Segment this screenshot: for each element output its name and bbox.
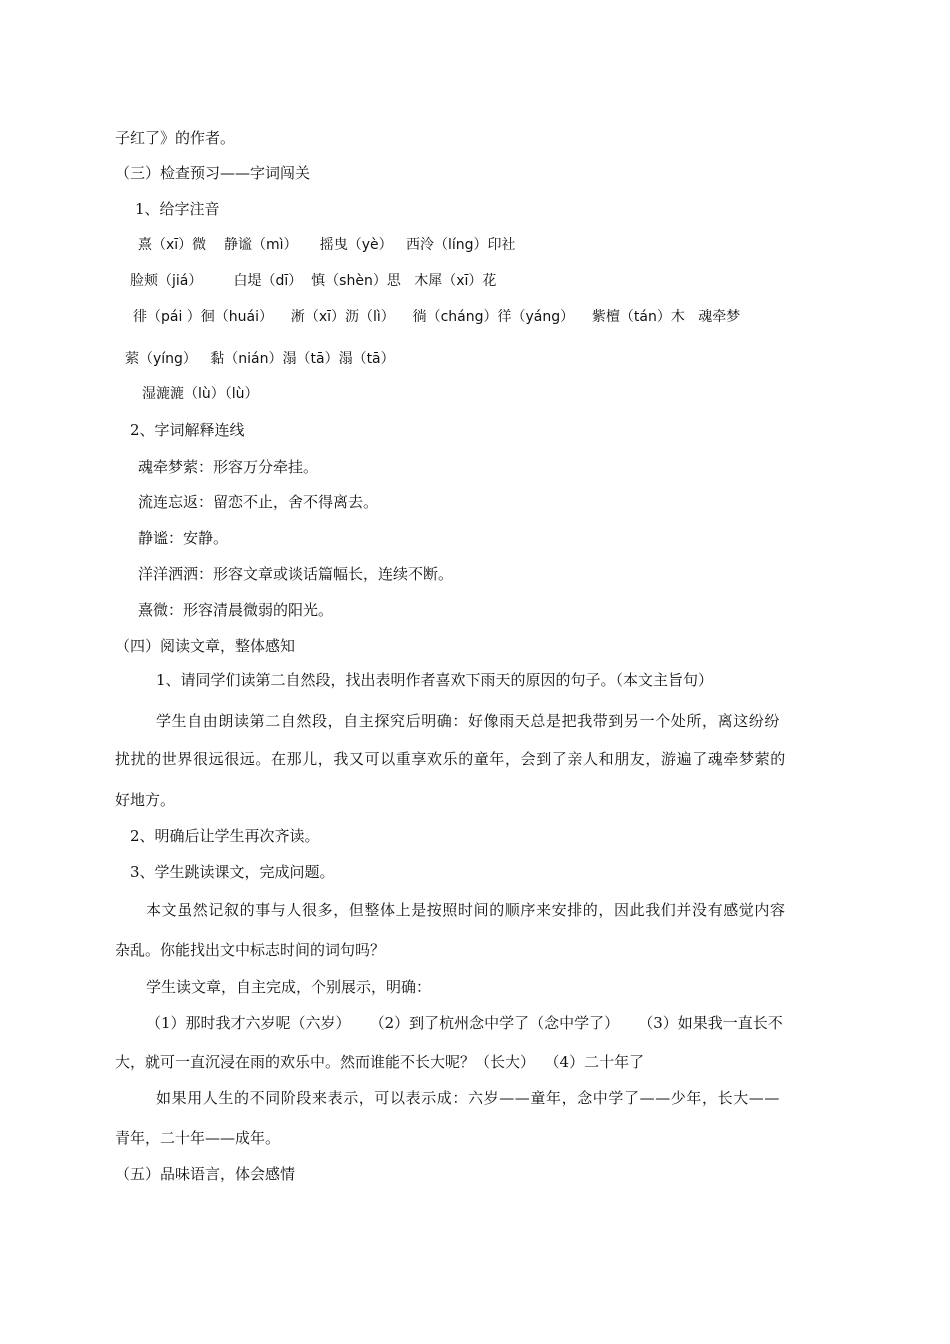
section-heading: （三）检查预习——字词闯关 (115, 164, 311, 182)
paragraph-line: 大，就可一直沉浸在雨的欢乐中。然而谁能不长大呢？（长大） （4）二十年了 (115, 1053, 645, 1071)
paragraph-line: 学生读文章，自主完成，个别展示，明确： (146, 978, 432, 996)
pinyin-line: 熹（xī）微 静谧（mì） 摇曳（yè） 西泠（líng）印社 (138, 237, 516, 253)
definition-line: 熹微：形容清晨微弱的阳光。 (138, 601, 334, 619)
definition-line: 流连忘返：留恋不止，舍不得离去。 (138, 493, 379, 511)
paragraph-line: 2、明确后让学生再次齐读。 (130, 827, 320, 845)
section-heading: （五）品味语言，体会感情 (115, 1165, 296, 1183)
definition-line: 静谧：安静。 (138, 529, 229, 547)
pinyin-line: 萦（yíng） 黏（nián）溻（tā）溻（tā） (125, 351, 395, 367)
pinyin-line: 徘（pái ）徊（huái） 淅（xī）沥（lì） 徜（cháng）徉（yáng） 紫檀（tán）木 魂牵梦 (133, 309, 741, 325)
paragraph-line: 青年，二十年——成年。 (115, 1129, 281, 1147)
paragraph-line: 杂乱。你能找出文中标志时间的词句吗？ (115, 941, 386, 959)
pinyin-line: 湿漉漉（lù）（lù） (142, 386, 259, 402)
paragraph-line: 本文虽然记叙的事与人很多，但整体上是按照时间的顺序来安排的，因此我们并没有感觉内容 (146, 901, 786, 919)
paragraph-line: 好地方。 (115, 791, 176, 809)
pinyin-line: 脸颊（jiá） 白堤（dī） 慎（shèn）思 木犀（xī）花 (130, 273, 497, 289)
paragraph-line: 1、请同学们读第二自然段，找出表明作者喜欢下雨天的原因的句子。（本文主旨句） (156, 671, 714, 689)
text-line: 子红了》的作者。 (115, 129, 236, 147)
definition-line: 魂牵梦萦：形容万分牵挂。 (138, 458, 319, 476)
subheading: 1、给字注音 (135, 200, 220, 218)
subheading: 2、字词解释连线 (130, 421, 245, 439)
section-heading: （四）阅读文章，整体感知 (115, 637, 296, 655)
definition-line: 洋洋洒洒：形容文章或谈话篇幅长，连续不断。 (138, 565, 454, 583)
paragraph-line: （1）那时我才六岁呢（六岁） （2）到了杭州念中学了（念中学了） （3）如果我一直长不 (146, 1014, 783, 1032)
paragraph-line: 学生自由朗读第二自然段，自主探究后明确：好像雨天总是把我带到另一个处所，离这纷纷 (156, 712, 781, 730)
paragraph-line: 扰扰的世界很远很远。在那儿，我又可以重享欢乐的童年，会到了亲人和朋友，游遍了魂牵梦萦的 (115, 750, 786, 768)
paragraph-line: 如果用人生的不同阶段来表示，可以表示成：六岁——童年，念中学了——少年，长大—— (156, 1089, 781, 1107)
paragraph-line: 3、学生跳读课文，完成问题。 (130, 863, 335, 881)
